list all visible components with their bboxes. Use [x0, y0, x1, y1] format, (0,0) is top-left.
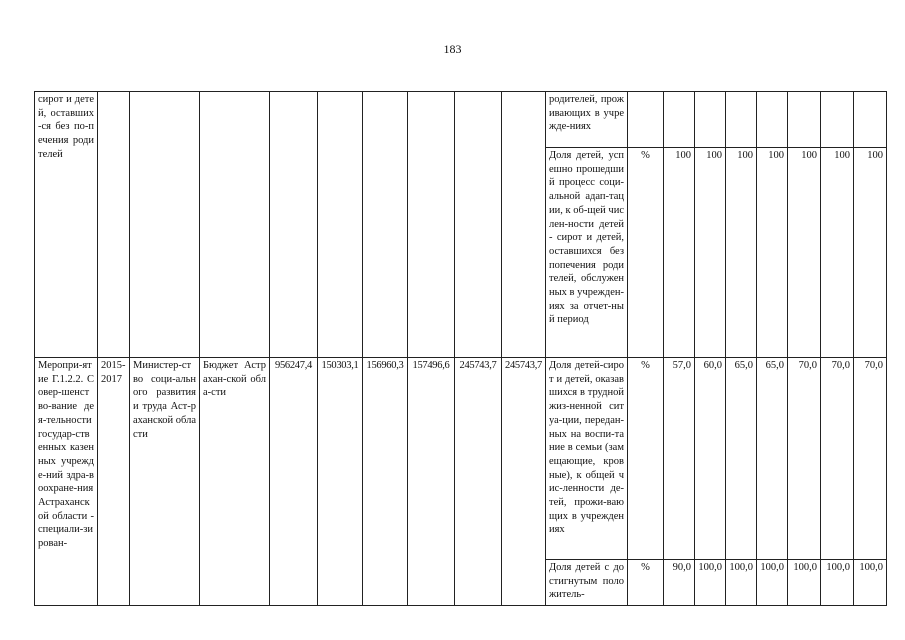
finance-cell: 956247,4 — [270, 358, 318, 606]
table-row — [35, 92, 887, 148]
value-cell: 100,0 — [820, 560, 853, 606]
value-cell — [725, 92, 756, 148]
period-cell — [98, 92, 130, 358]
value-cell — [756, 92, 787, 148]
value-cell: 100 — [725, 148, 756, 358]
value-cell: 100,0 — [694, 560, 725, 606]
value-cell: 100 — [694, 148, 725, 358]
measure-name-cell: сирот и детей, оставших-ся без по-печения родителей — [35, 92, 98, 358]
unit-cell: % — [627, 148, 663, 358]
value-cell — [820, 92, 853, 148]
value-cell — [663, 92, 694, 148]
value-cell: 70,0 — [853, 358, 886, 560]
value-cell: 100 — [756, 148, 787, 358]
indicator-text-cell: Доля детей-сирот и детей, оказавшихся в трудной жиз-ненной ситуа-ции, передан-ных на воспи-тание в семьи (замещающие, кровные), к общей чис-ленности де-тей, прожи-вающих в учреждениях — [545, 358, 627, 560]
value-cell: 100 — [820, 148, 853, 358]
executor-cell: Министер-ство соци-ального развития и труда Аст-раханской области — [130, 358, 200, 606]
source-cell — [200, 92, 270, 358]
page-number: 183 — [443, 42, 462, 56]
value-cell: 100,0 — [853, 560, 886, 606]
finance-cell: 150303,1 — [318, 358, 363, 606]
finance-cell — [408, 92, 455, 358]
program-table — [34, 91, 887, 606]
source-cell: Бюджет Астрахан-ской обла-сти — [200, 358, 270, 606]
value-cell: 65,0 — [725, 358, 756, 560]
value-cell: 60,0 — [694, 358, 725, 560]
finance-cell — [455, 92, 502, 358]
finance-cell — [502, 92, 546, 358]
value-cell: 100,0 — [756, 560, 787, 606]
unit-cell: % — [627, 560, 663, 606]
value-cell: 100 — [787, 148, 820, 358]
finance-cell: 245743,7 — [502, 358, 546, 606]
indicator-text-cell: Доля детей, успешно прошедший процесс соци-альной адап-тации, к об-щей числен-ности детей - сирот и детей, оставшихся без попечения родителей, обслуженных в учрежден-иях за отчет-ный период — [545, 148, 627, 358]
value-cell: 65,0 — [756, 358, 787, 560]
executor-cell — [130, 92, 200, 358]
finance-cell: 156960,3 — [363, 358, 408, 606]
value-cell: 57,0 — [663, 358, 694, 560]
period-cell: 2015-2017 — [98, 358, 130, 606]
unit-cell: % — [627, 358, 663, 560]
finance-cell: 157496,6 — [408, 358, 455, 606]
value-cell: 100 — [663, 148, 694, 358]
indicator-text-cell: Доля детей с достигнутым положитель- — [545, 560, 627, 606]
measure-name-cell: Меропри-ятие Г.1.2.2. Совер-шенство-вание дея-тельности государ-ственных казенных учрежде-ний здра-воохране-ния Астраханской области - специали-зирован- — [35, 358, 98, 606]
value-cell: 100,0 — [787, 560, 820, 606]
value-cell: 100,0 — [725, 560, 756, 606]
finance-cell — [363, 92, 408, 358]
value-cell: 100 — [853, 148, 886, 358]
unit-cell — [627, 92, 663, 148]
value-cell: 70,0 — [820, 358, 853, 560]
finance-cell — [318, 92, 363, 358]
value-cell — [694, 92, 725, 148]
value-cell — [853, 92, 886, 148]
value-cell — [787, 92, 820, 148]
finance-cell — [270, 92, 318, 358]
value-cell: 70,0 — [787, 358, 820, 560]
table-row — [35, 358, 887, 560]
finance-cell: 245743,7 — [455, 358, 502, 606]
indicator-text-cell: родителей, проживающих в учрежде-ниях — [545, 92, 627, 148]
value-cell: 90,0 — [663, 560, 694, 606]
